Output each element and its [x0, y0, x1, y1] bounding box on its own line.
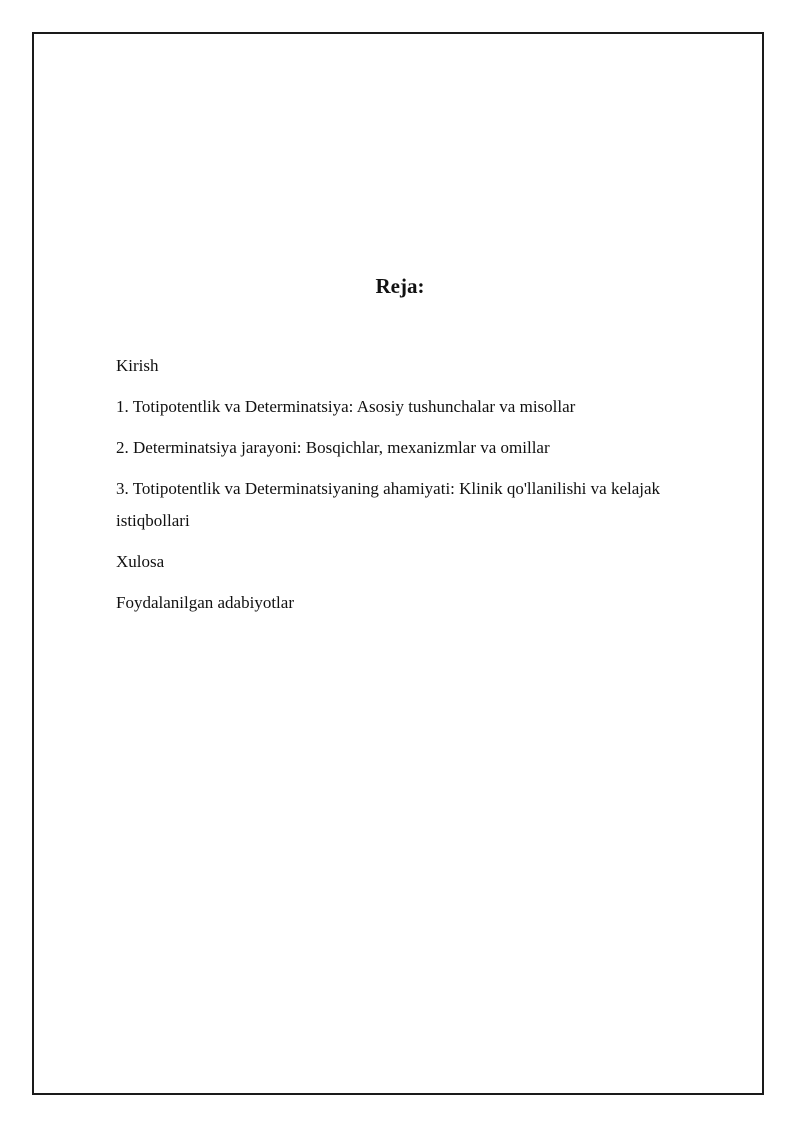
toc-item-conclusion: Xulosa [116, 552, 165, 571]
toc-item-3: 3. Totipotentlik va Determinatsiyaning ahamiyati: Klinik qo'llanilishi va kelajak istiqbollari [116, 479, 661, 530]
toc-item-2: 2. Determinatsiya jarayoni: Bosqichlar, mexanizmlar va omillar [116, 438, 550, 457]
page-border [32, 32, 764, 1095]
toc-item-introduction: Kirish [116, 356, 159, 375]
table-of-contents [116, 350, 736, 628]
toc-item-references: Foydalanilgan adabiyotlar [116, 593, 294, 612]
toc-item-1: 1. Totipotentlik va Determinatsiya: Asosiy tushunchalar va misollar [116, 397, 576, 416]
page-title: Reja: [375, 274, 425, 298]
